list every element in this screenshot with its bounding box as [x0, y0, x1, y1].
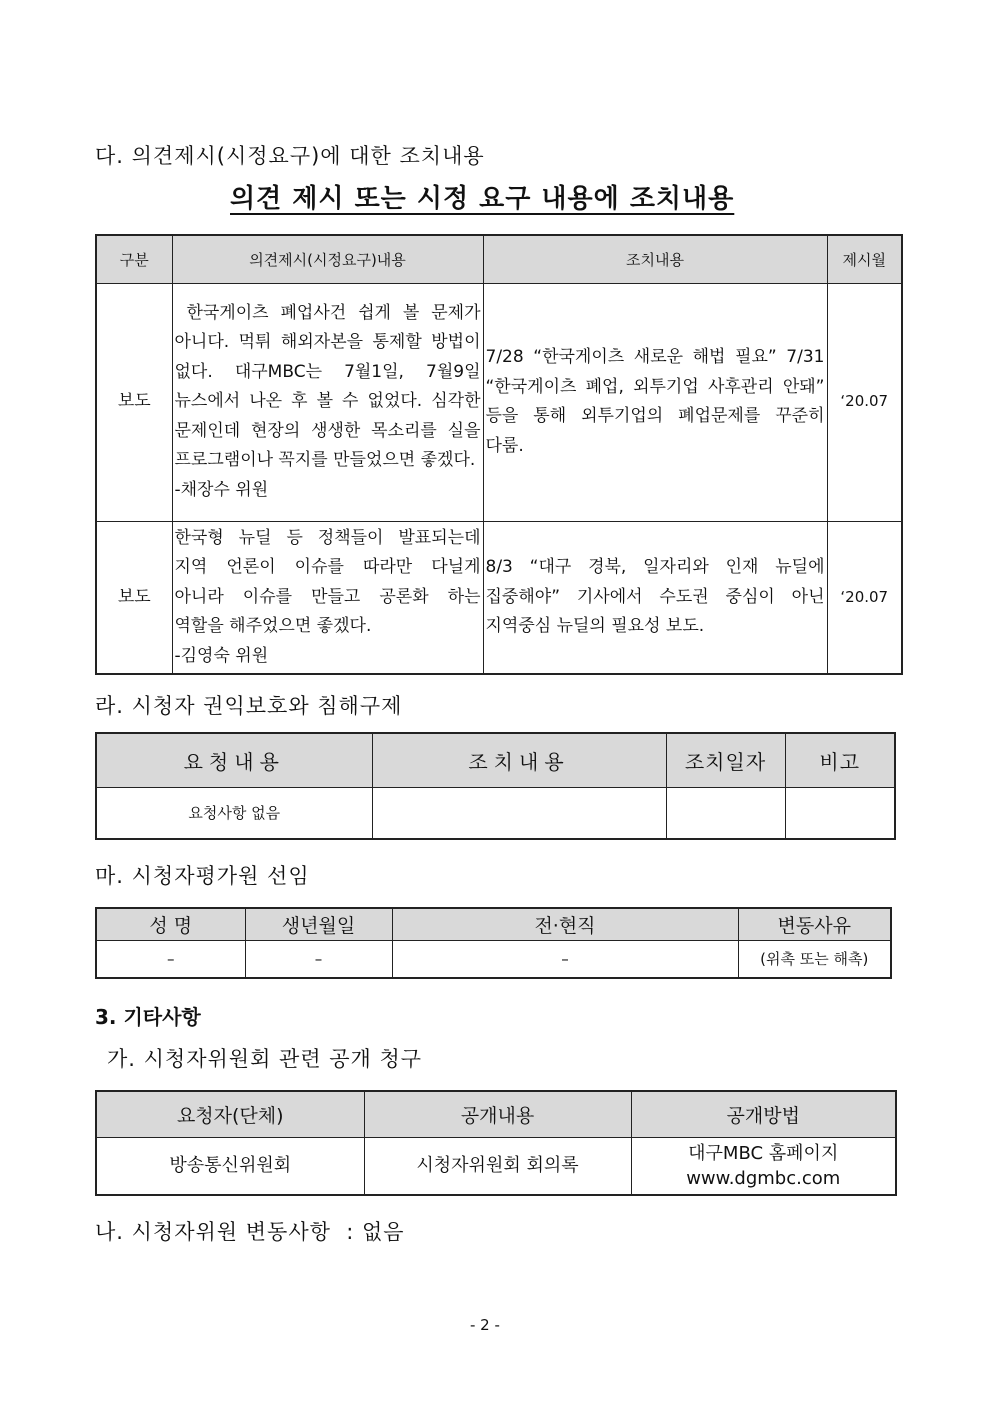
header-action-date: 조치일자 — [666, 733, 785, 787]
method-url: www.dgmbc.com — [686, 1167, 841, 1189]
evaluator-table — [95, 907, 892, 979]
main-title: 의견 제시 또는 시정 요구 내용에 조치내용 — [230, 184, 735, 214]
cell-position: – — [392, 940, 738, 978]
cell-request: 요청사항 없음 — [96, 787, 372, 839]
row-type: 보도 — [96, 283, 172, 521]
row-opinion — [172, 283, 486, 521]
cell-disclosure-method — [631, 1137, 896, 1195]
row-type: 보도 — [96, 521, 172, 674]
cell-disclosure-content: 시청자위원회 회의록 — [364, 1137, 631, 1195]
cell-action — [372, 787, 666, 839]
section-ra-heading: 라. 시청자 권익보호와 침해구제 — [95, 694, 403, 718]
header-action: 조치내용 — [483, 235, 827, 283]
row-month: ‘20.07 — [827, 283, 902, 521]
header-month: 제시월 — [827, 235, 902, 283]
opinion-author: -채장수 위원 — [174, 479, 269, 500]
cell-action-date — [666, 787, 785, 839]
table-header-row — [96, 235, 902, 283]
row-action: 8/3 “대구 경북, 일자리와 인재 뉴딜에 집중해야” 기사에서 수도권 중심이 아닌 지역중심 뉴딜의 필요성 보도. — [483, 521, 827, 674]
header-requester: 요청자(단체) — [96, 1091, 364, 1137]
table-row — [96, 1137, 896, 1195]
section-ma-heading: 마. 시청자평가원 선임 — [95, 864, 310, 888]
disclosure-request-table — [95, 1090, 897, 1196]
header-opinion: 의견제시(시정요구)내용 — [172, 235, 483, 283]
row-action: 7/28 “한국게이츠 새로운 해법 필요” 7/31 “한국게이츠 폐업, 외투기업 사후관리 안돼” 등을 통해 외투기업의 폐업문제를 꾸준히 다룸. — [483, 283, 827, 521]
header-action: 조치내용 — [372, 733, 666, 787]
header-disclosure-content: 공개내용 — [364, 1091, 631, 1137]
header-category: 구분 — [96, 235, 172, 283]
page-number: - 2 - — [470, 1316, 500, 1334]
cell-remarks — [785, 787, 895, 839]
header-birthdate: 생년월일 — [245, 908, 392, 940]
header-name: 성 명 — [96, 908, 245, 940]
header-request: 요청내용 — [96, 733, 372, 787]
rights-protection-table — [95, 732, 896, 840]
opinion-text: 한국형 뉴딜 등 정책들이 발표되는데 지역 언론이 이슈를 따라만 다닐게 아니라 이슈를 만들고 공론화 하는 역할을 해주었으면 좋겠다. — [174, 527, 481, 636]
section-ga-heading: 가. 시청자위원회 관련 공개 청구 — [107, 1047, 423, 1071]
cell-birthdate: – — [245, 940, 392, 978]
table-row — [96, 521, 902, 674]
cell-requester: 방송통신위원회 — [96, 1137, 364, 1195]
opinion-author: -김영숙 위원 — [174, 645, 269, 666]
table-header-row — [96, 908, 891, 940]
table-header-row — [96, 1091, 896, 1137]
method-homepage: 대구MBC 홈페이지 — [688, 1142, 839, 1164]
table-row — [96, 940, 891, 978]
table-row — [96, 787, 895, 839]
table-row — [96, 283, 902, 521]
cell-name: – — [96, 940, 245, 978]
header-change-reason: 변동사유 — [738, 908, 891, 940]
table-header-row — [96, 733, 895, 787]
opinion-action-table — [95, 234, 903, 675]
section-na-heading: 나. 시청자위원 변동사항 : 없음 — [95, 1220, 405, 1244]
header-position: 전·현직 — [392, 908, 738, 940]
header-remarks: 비고 — [785, 733, 895, 787]
row-opinion — [172, 521, 483, 674]
row-month: ‘20.07 — [827, 521, 902, 674]
section-da-heading: 다. 의견제시(시정요구)에 대한 조치내용 — [95, 144, 485, 168]
opinion-text: 한국게이츠 폐업사건 쉽게 볼 문제가 아니다. 먹튀 해외자본을 통제할 방법이 없다. 대구MBC는 7월1일, 7월9일 뉴스에서 나온 후 볼 수 없었다. 심각한 문제인데 현장의 생생한 목소리를 실을 프로그램이나 꼭지를 만들었으면 좋겠다. — [174, 302, 486, 471]
header-disclosure-method: 공개방법 — [631, 1091, 896, 1137]
section-3-heading: 3. 기타사항 — [95, 1005, 201, 1029]
cell-change-reason: (위촉 또는 해촉) — [738, 940, 891, 978]
